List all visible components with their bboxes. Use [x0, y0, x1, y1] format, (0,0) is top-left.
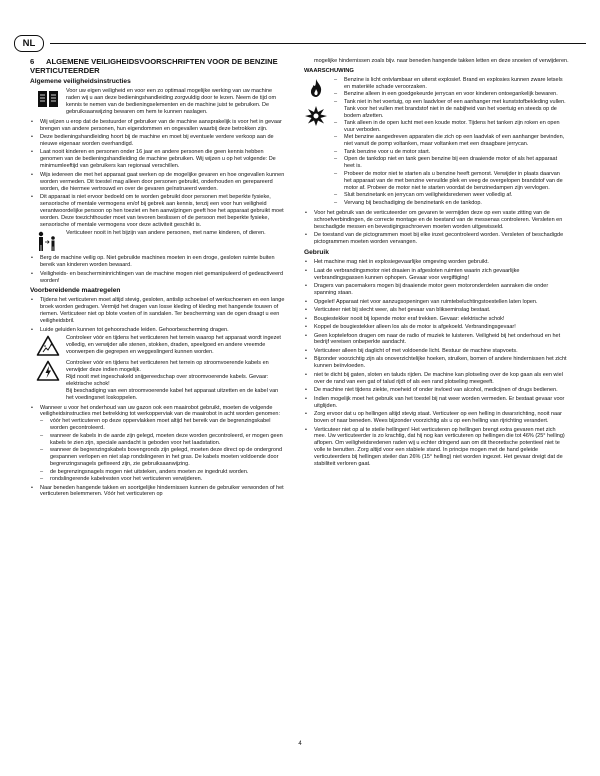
list-item: • Wijs iedereen die met het apparaat gaat werken op de mogelijke gevaren en hoe ongevallen kunnen worden vermeden. Dit toestel mag alleen door personen gebruikt, onderhouden en gerepareerd worden, die hiermee vertrouwd en over de gevaren geïnstrueerd werden. [30, 172, 286, 193]
general-bullet-list-2 [30, 255, 286, 284]
list-item: • Veiligheids- en beschermininrichtingen van de machine mogen niet gemanipuleerd of gedeactiveerd worden! [30, 271, 286, 285]
warning-label: WAARSCHUWING [304, 67, 354, 74]
list-item: • Bougiestekker nooit bij lopende motor eraf trekken. Gevaar: elektrische schok! [304, 316, 569, 323]
list-item: • Opgelet! Apparaat niet voor aanzugsopeningen van ruimtebeluchtingstoestellen laten lopen. [304, 299, 569, 306]
dash-item: – Benzine is licht ontvlambaar en uiterst explosief. Brand en explosies kunnen zware letsels en materiële schade veroorzaken. [334, 77, 569, 91]
list-item: • Bijzonder voorzichtig zijn als onoverzichtelijke hoeken, struiken, bomen of andere hindernissen het zicht kunnen beïnvloeden. [304, 356, 569, 370]
fire-hazard-icon [304, 77, 328, 99]
dash-item: – de begrenzingsnagels mogen niet uitsteken, anders moeten ze ingedrukt worden. [40, 469, 286, 476]
list-item: • Berg de machine veilig op. Niet gebruikte machines moeten in een droge, gesloten ruimte buiten bereik van kinderen worden bewaard. [30, 255, 286, 269]
general-bullet-list [30, 119, 286, 229]
use-heading: Gebruik [304, 249, 329, 257]
list-item [30, 405, 286, 483]
dash-item: – Met benzine aangedreven apparaten die zich op een laadvlak of een aanhanger bevinden, niet vanuit de pomp voltanken, maar voltanken met een draagbare jerrycan. [334, 134, 569, 148]
dash-item: – Probeer de motor niet te starten als u benzine heeft gemorst. Verwijder in plaats daarvan het apparaat van de met benzine vervuilde plek en veeg de overgelopen brandstof van de motor af. Probeer de motor niet te starten voordat de benzinedampen zijn vervlogen. [334, 171, 569, 192]
keep-distance-text: Verticuteer nooit in het bijzijn van andere personen, met name kinderen, of dieren. [66, 230, 266, 237]
list-item: • Het machine mag niet in explosiegevaarlijke omgeving worden gebruikt. [304, 259, 569, 266]
use-bullet-list [304, 259, 569, 468]
pre-use-bullet-list [304, 210, 569, 246]
dash-item: – Tank alleen in de open lucht met een koude motor. Tijdens het tanken zijn roken en open vuur verboden. [334, 120, 569, 134]
list-item: • De toestand van de pictogrammen moet bij elke inzet gecontroleerd worden. Versleten of beschadigde pictogrammen moeten worden vervangen. [304, 232, 569, 246]
right-column [304, 58, 569, 470]
list-item: • Indien mogelijk moet het gebruik van het toestel bij nat weer worden vermeden. Er bestaat gevaar voor uitglijden. [304, 396, 569, 410]
list-item: • Laat nooit kinderen en personen onder 16 jaar en andere personen die geen kennis hebben genomen van de bedieningshandleiding de machine gebruiken. Wij wijzen u op het volgende: De minimumleeftijd van gebruikers kan regionaal verschillen. [30, 149, 286, 170]
list-item: • Dragers van pacemakers mogen bij draaiende motor geen motoronderdelen aanraken die onder spanning staan. [304, 283, 569, 297]
dash-item: – Tank niet in het voertuig, op een laadvloer of een aanhanger met kunststofbekleding vullen. Tank voor het vullen met brandstof niet in de nabijheid van het voertuig en steeds op de bodem afzetten. [334, 99, 569, 120]
keep-bystanders-away-icon [36, 230, 60, 252]
left-column [30, 57, 286, 500]
keep-distance-block [30, 230, 286, 252]
header-rule [50, 43, 586, 44]
electric-shock-text [66, 360, 286, 401]
dash-item: – wanneer de begrenzingskabels bovengronds zijn gelegd, moeten deze direct op de ondergrond gespannen verlopen en niet slap rondslingeren in het gras. De kabels moeten voldoende door begrenzingsnagels gefixeerd zijn, zie gebruiksaanwijzing. [40, 447, 286, 468]
list-item: • Koppel de bougiestekker alleen los als de motor is afgekoeld. Verbrandingsgevaar! [304, 324, 569, 331]
read-manual-text: Voor uw eigen veiligheid en voor een zo optimaal mogelijke werking van uw machine raden wij u aan deze bedieningshandleiding zorgvuldig door te lezen. Neem de tijd om kennis te nemen van de bedieningselementen en de machine juist te gebruiken. De gebruiksaanwijzing bewaren om hem te kunnen naslagen. [66, 88, 277, 115]
list-item: • Verticuteer niet op al te steile hellingen! Het verticuteren op hellingen brengt extra gevaren met zich mee. Uw verticuteerder is zo krachtig, dat hij nog kan verticuteren op hellingen die tot 46% (25° helling) aflopen. Om veiligheidsredenen raden wij u echter dringend aan om dit theoretische potentieel niet te volle te benutten. Zorg altijd voor een stabiele stand. In principe mogen met de hand geleide verticuteerders bij hellingen steiler dan 26% (15° helling) niet worden ingezet. Het gevaar dreigt dat de stabiliteit verloren gaat. [304, 427, 569, 468]
preparation-bullet-list [30, 297, 286, 333]
section-title-text: ALGEMENE VEILIGHEIDSVOORSCHRIFTEN VOOR DE BENZINE VERTICUTEERDER [30, 57, 278, 75]
list-item: • Luide geluiden kunnen tot gehoorschade leiden. Gehoorbescherming dragen. [30, 327, 286, 334]
explosion-hazard-icon [304, 105, 328, 127]
electric-shock-warning-icon [36, 360, 60, 382]
electric-shock-block [30, 360, 286, 401]
list-item: • Verticuteer niet bij slecht weer, als het gevaar van blikseminslag bestaat. [304, 307, 569, 314]
continued-text: mogelijke hindernissen zoals bijv. naar beneden hangende takken letten en deze snoeien of verwijderen. [314, 58, 569, 64]
list-item: • Verticuteer alleen bij daglicht of met voldoende licht. Bestuur de machine stapvoets. [304, 348, 569, 355]
list-item: • Laat de verbrandingsmotor niet draaien in afgesloten ruimten waarin zich gevaarlijke verbrandingsgassen kunnen ophopen. Gevaar voor vergiftiging! [304, 268, 569, 282]
dash-item: – Benzine alleen in een goedgekeurde jerrycan en voor kinderen ontoegankelijk bewaren. [334, 91, 569, 98]
dash-item: – Tank benzine voor u de motor start. [334, 149, 569, 156]
thrown-objects-warning-icon [36, 335, 60, 357]
list-item: • Voor het gebruik van de verticuteerder om gevaren te vermijden deze op een vaste zitting van de schroefverbindingen, de correcte montage en de toestand van de messenas controleren. Versleten en beschadigde messen en bevestigingsschroeven moeten worden uitgewisseld. [304, 210, 569, 231]
thrown-objects-text: Controleer vóór en tijdens het verticuteren het terrein waarop het apparaat wordt ingezet volledig, en verwijder alle stenen, stokken, draden, speelgoed en andere vreemde voorwerpen die gegrepen en weggeslingerd kunnen worden. [66, 335, 281, 355]
fuel-warning-list [334, 77, 569, 207]
section-number: 6 [30, 57, 35, 66]
list-item: • De machine niet tijdens ziekte, moeheid of onder invloed van alcohol, medicijnen of drugs bedienen. [304, 387, 569, 394]
shock-line: Controleer vóór en tijdens het verticuteren het terrein op stroomvoerende kabels en verwijder deze indien mogelijk. [66, 360, 269, 374]
shock-line: Bij beschadiging van een stroomvoerende kabel het apparaat uitzetten en de kabel van het voedingsnet loskoppelen. [66, 387, 279, 401]
list-item: • Deze bedieningshandleiding hoort bij de machine en moet bij eventuele verdere verkoop aan de nieuwe eigenaar worden overhandigd. [30, 134, 286, 148]
list-item: • Dit apparaat is niet ervoor bedoeld om te worden gebruikt door personen met beperkte fysieke, sensorische of mentale vermogens en/of bij gebrek aan kennis, tenzij een voor hun veiligheid verantwoordelijke persoon op hen toeziet en hen aanwijzingen geeft hoe het apparaat gebruikt moet worden. Deze toezichthouder moet van tevoren beslissen of de persoon met beperkte fysieke, sensorische of mentale vermogens voor deze activiteit geschikt is. [30, 194, 286, 229]
maintenance-intro: • Wanneer u voor het onderhoud van uw gazon ook een maairobot gebruikt, moeten de volgende veiligheidsinstructies met betrekking tot werkopperviak van de maairobot in acht worden genomen: [40, 404, 280, 418]
read-manual-icon [36, 88, 60, 110]
list-item: • Zorg ervoor dat u op hellingen altijd stevig staat. Verticuteer op een helling in dwarsrichting, nooit naar boven of naar beneden. Wees bijzonder voorzichtig als u op een helling van rijrichting verandert. [304, 411, 569, 425]
preparation-heading: Voorbereidende maatregelen [30, 287, 121, 295]
list-item: • niet te dicht bij gaten, sloten en taluds rijden. De machine kan plotseling over de kop gaan als een wiel over de rand van een gat of talud rijdt of als een rand plotseling meegeeft. [304, 372, 569, 386]
dash-item: – Open de tankdop niet en tank geen benzine bij een draaiende motor of als het apparaat heet is. [334, 156, 569, 170]
maintenance-dash-list [40, 418, 286, 483]
thrown-objects-block [30, 335, 286, 357]
read-manual-block [30, 88, 286, 116]
maintenance-bullet-list [30, 405, 286, 499]
general-heading: Algemene veiligheidsinstructies [30, 78, 131, 85]
fuel-icon-stack [304, 77, 328, 130]
section-title [30, 57, 286, 75]
list-item: • Geen koptelefoon dragen om naar de radio of muziek te luisteren. Veiligheid bij het onderhoud en het bedrijf vereisen onbeperkte aandacht. [304, 333, 569, 347]
list-item: • Wij wijzen u erop dat de bestuurder of gebruiker van de machine aansprakelijk is voor het in gevaar brengen van andere personen, hun eigendommen en ongevallen waarbij deze betrokken zijn. [30, 119, 286, 133]
dash-item: – Vervang bij beschadiging de benzinetank en de tankdop. [334, 200, 569, 207]
dash-item: – wanneer de kabels in de aarde zijn gelegd, moeten deze worden gecontroleerd, er mogen geen kabels te zien zijn, speciale aandacht is geboden voor het laadstation. [40, 433, 286, 447]
language-badge: NL [14, 35, 44, 52]
list-item: • Naar beneden hangende takken en soortgelijke hindernissen kunnen de gebruiker verwonden of het verticuteren belemmeren. Vóór het verticuteren op [30, 485, 286, 499]
fuel-warning-block [304, 77, 569, 207]
dash-item: – Sluit benzinetank en jerrycan om veiligheidsredenen weer volledig af. [334, 192, 569, 199]
list-item: • Tijdens het verticuteren moet altijd stevig, gesloten, antislip schoeisel of werkschoenen en een lange broek worden gedragen. Vermijd het dragen van losse kleding of kleding met hangende touwen of riemen. Verticuteer niet op blote voeten of in sandalen. Ter bescherming van de ogen draagt u een veiligheidsbril. [30, 297, 286, 325]
dash-item: – rondslingerende kabelresten voor het verticuteren verwijderen. [40, 476, 286, 483]
shock-line: Rijd nooit met ingeschakeld snijgereedschap over stroomvoerende kabels. Gevaar: elektrische schok! [66, 373, 269, 387]
dash-item: – vóór het verticuteren op deze oppervlakken moet altijd het bereik van de begrenzingskabel worden gecontroleerd. [40, 418, 286, 432]
page-number: 4 [298, 741, 302, 747]
